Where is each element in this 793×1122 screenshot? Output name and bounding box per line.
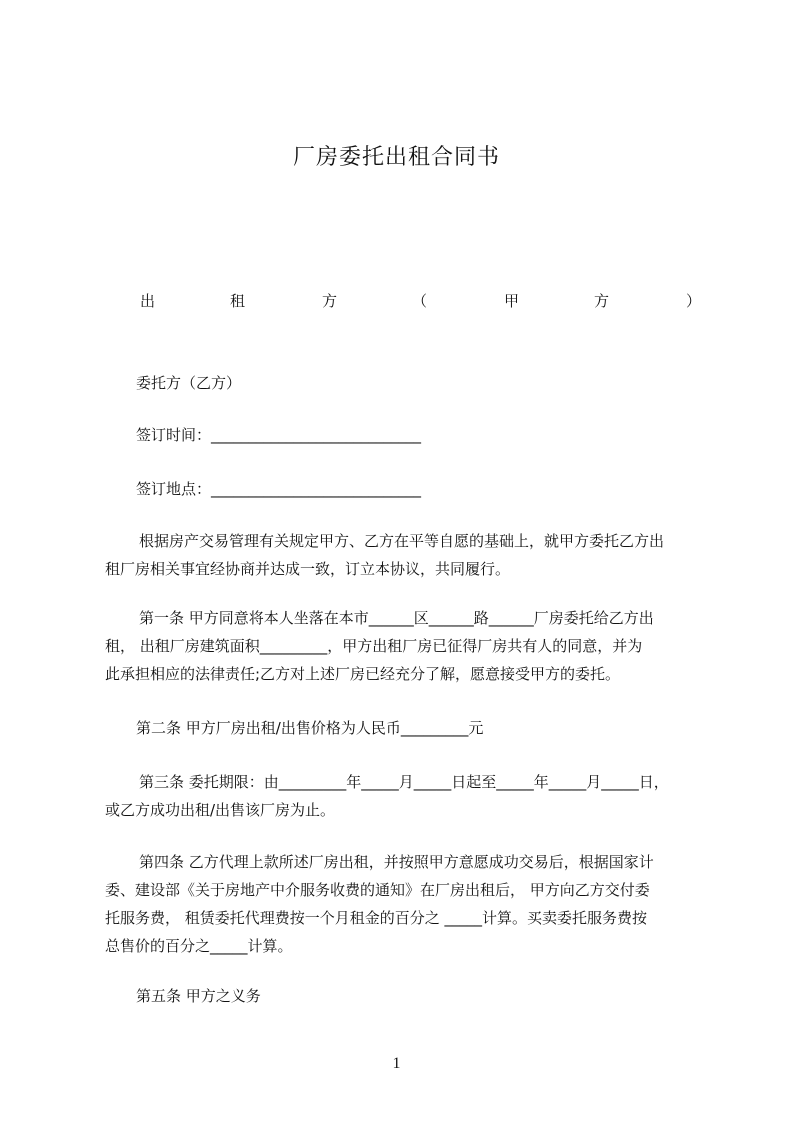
page-number: 1 bbox=[392, 1055, 401, 1072]
sign-time-field: 签订时间：____________________________ bbox=[136, 426, 422, 444]
party-char: ） bbox=[686, 292, 702, 310]
article-1-paragraph bbox=[105, 604, 705, 688]
paragraph-line: 第四条 乙方代理上款所述厂房出租，并按照甲方意愿成功交易后，根据国家计 bbox=[139, 853, 654, 871]
paragraph-line: 租， 出租厂房建筑面积_________，甲方出租厂房已征得厂房共有人的同意，并为 bbox=[105, 637, 643, 655]
article-4-paragraph bbox=[105, 848, 705, 960]
party-char: 方 bbox=[594, 292, 610, 310]
paragraph-line: 第一条 甲方同意将本人坐落在本市______区______路______厂房委托给乙方出 bbox=[139, 609, 654, 627]
party-char: （ bbox=[412, 292, 428, 310]
paragraph-line: 总售价的百分之_____计算。 bbox=[105, 937, 293, 955]
lessor-party-label bbox=[140, 290, 702, 314]
party-char: 出 bbox=[140, 292, 156, 310]
paragraph-line: 第二条 甲方厂房出租/出售价格为人民币_________元 bbox=[136, 719, 484, 737]
paragraph-line: 根据房产交易管理有关规定甲方、乙方在平等自愿的基础上，就甲方委托乙方出 bbox=[139, 532, 665, 550]
paragraph-line: 第五条 甲方之义务 bbox=[136, 987, 261, 1005]
paragraph-line: 托服务费， 租赁委托代理费按一个月租金的百分之 _____计算。买卖委托服务费按 bbox=[105, 909, 648, 927]
document-title: 厂房委托出租合同书 bbox=[292, 145, 500, 170]
article-5-heading bbox=[105, 982, 705, 1010]
paragraph-line: 租厂房相关事宜经协商并达成一致，订立本协议，共同履行。 bbox=[105, 560, 511, 578]
sign-place-field: 签订地点：____________________________ bbox=[136, 480, 422, 498]
party-char: 租 bbox=[230, 292, 246, 310]
paragraph-line: 委、建设部《关于房地产中介服务收费的通知》在厂房出租后， 甲方向乙方交付委 bbox=[105, 881, 650, 899]
paragraph-line: 此承担相应的法律责任;乙方对上述厂房已经充分了解，愿意接受甲方的委托。 bbox=[105, 665, 621, 683]
paragraph-line: 或乙方成功出租/出售该厂房为止。 bbox=[105, 801, 336, 819]
party-char: 甲 bbox=[504, 292, 520, 310]
party-char: 方 bbox=[322, 292, 338, 310]
paragraph-line: 第三条 委托期限：由_________年_____月_____日起至_____年_____月_____日， bbox=[139, 773, 669, 791]
article-3-paragraph bbox=[105, 768, 705, 824]
article-2-paragraph bbox=[105, 714, 705, 742]
preamble-paragraph bbox=[105, 527, 705, 583]
entrusted-party-label: 委托方（乙方） bbox=[136, 374, 242, 392]
